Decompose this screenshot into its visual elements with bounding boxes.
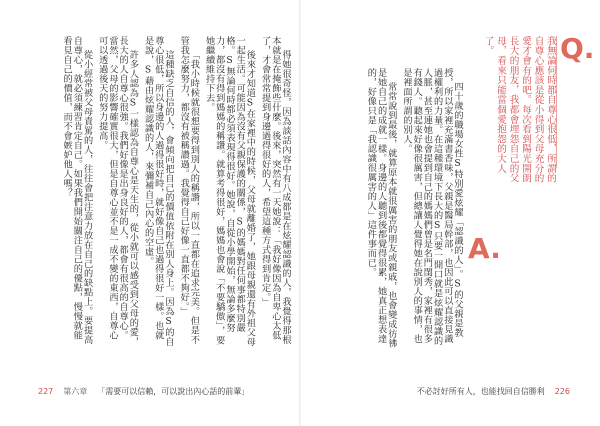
left-footer [38,387,249,397]
left-paragraph: 這種缺乏自信的人，會傾向把自己的價值依附在別人身上。因為S的自尊心很低，所以身邊的人過得很好時，就好像自己也過得很好一樣。也就是說，S藉由炫耀認識的人，來彌補自己內心的空虛。 [142,36,174,347]
right-page-number: 226 [554,387,570,396]
right-footer [417,387,570,397]
answer-marker: A. [468,232,501,265]
left-page-number: 227 [38,387,54,396]
left-paragraph: 「我小時候就很想要得到別人的稱讚，所以一直都在追求完美。但是不管我怎麼努力，都沒有被稱讚過。我覺得自己好像一直都不夠好。」 [178,36,200,345]
left-running-title: 「需要可以信賴，可以說出內心話的前輩」 [97,387,250,396]
left-paragraph: 許多人認為S一樣認為自尊心是天生的，從小就可以感受到父母的愛，長大的人自尊心很強。我們好像是出身良好的人，都會有很高的自尊心。當然，父母的影響確實很大，但是自尊心並不是一成不變的東西，自尊心可以透過後天的努力提高。 [96,36,139,347]
chapter-label: 第六章 [63,387,88,396]
left-page-body [20,36,290,348]
right-page-body [318,68,462,350]
question-text: 我無論何時都自尊心很低，所謂的自尊心應該是從小得到父母充分的愛才會有的吧。每次看到陽光開朗長大的朋友，我都會埋怨自己的父母，看來只能當個愛抱怨的大人了。 [482,36,556,183]
right-paragraph: 常常說到最後，就算原本就很厲害的朋友或親戚，也會變成彷彿是她自己的成就一樣。身邊的人聽到後都覺得很累，她真正想表達的，好像只是「我認識很厲害的人」這件事而已。 [365,68,397,348]
question-marker: Q. [560,32,595,65]
left-paragraph: 後來才知道S在家裡中的時候，父母就離婚了，她跟母親還有外祖父母一起生活。可能因為沒有父親保護的關係，S的媽媽對任何事都特別嚴格。S無論何時都必須表現得很好。她說，自從小學開始，無論多麼努力，都沒有得到媽媽的稱讚。就算考得很好，媽媽也會說「不要驕傲」，要她繼續維持下去。 [203,36,256,347]
left-paragraph: 得她很奇怪，因為談話內容中有八成都是在炫耀認識的人，我覺得那根本就是在掩飾些什麼。後來，突然有一天她說：「我好像因為自卑心太低了，才會常常提到身邊過得很好的人，希望這種方式得到肯定。」 [259,36,291,345]
question-divider [556,36,557,168]
page-gutter [299,0,301,426]
left-paragraph: 從小經常被父母責罵的人，往往會把注意力放在自己的缺點上。要提高自尊心，就必須練習肯定自己。如果我們開始關注自己的優點，慢慢就能看見自己的價值，而不會嫉妒他人嗎？ [61,36,93,345]
right-running-title: 不必討好所有人，也能找回自信勝利 [416,387,545,396]
right-paragraph: 四十歲的職場女性S特別愛炫耀「認識的人」。S的父親是教授，所以家裡充滿書香味，父親是醫局幹部，也因此可以直接見識過權利的力量。在這種環境下長大的S只要一開口就是炫耀認識的人脈，甚至連她也會提到自己的媽媽們曾是名門閨秀，家裡有很多有錢人。聽起來好像很厲害，但總讓人覺得她在說別人的事情，也是裡面所謂的別人。 [400,68,463,346]
